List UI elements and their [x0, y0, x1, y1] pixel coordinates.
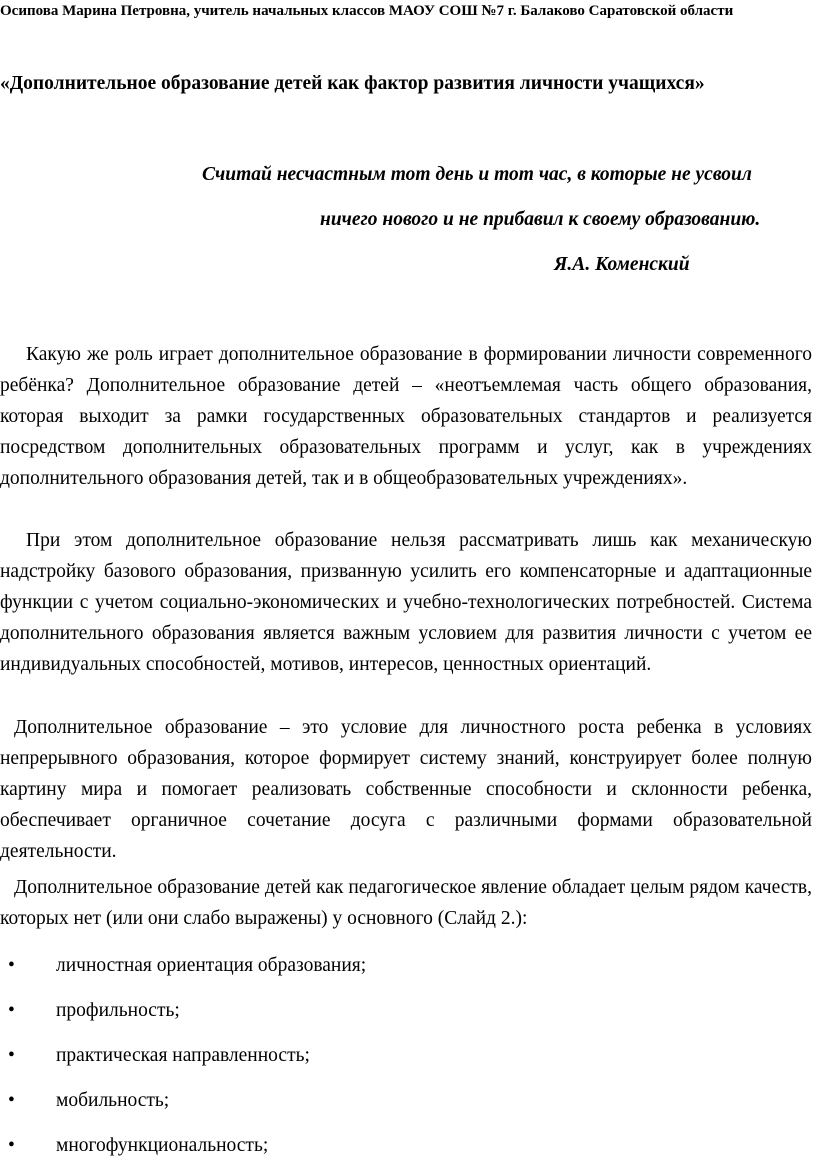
list-item	[0, 1085, 812, 1130]
epigraph-line-1: Считай несчастным тот день и тот час, в которые не усвоил	[202, 164, 752, 185]
epigraph-author: Я.А. Коменский	[554, 254, 690, 275]
paragraph-4: Дополнительное образование детей как педагогическое явление обладает целым рядом качеств, которых нет (или они слабо выражены) у основного (Слайд 2.):	[0, 877, 812, 929]
qualities-list	[0, 950, 812, 1175]
list-item-text: мобильность;	[56, 1090, 170, 1111]
bullet-marker: •	[8, 1000, 15, 1021]
bullet-marker: •	[8, 1135, 15, 1156]
paragraph-2: При этом дополнительное образование нельзя рассматривать лишь как механическую надстройку базового образования, призванную усилить его компенсаторные и адаптационные функции с учетом социально-экономических и учебно-технологических потребностей. Система дополнительного образования является важным условием для развития личности с учетом ее индивидуальных способностей, мотивов, интересов, ценностных ориентаций.	[0, 530, 812, 675]
list-item-text: профильность;	[56, 1000, 180, 1021]
list-item	[0, 995, 812, 1040]
list-item	[0, 1040, 812, 1085]
list-item	[0, 1130, 812, 1175]
bullet-marker: •	[8, 955, 15, 976]
list-item-text: многофункциональность;	[56, 1135, 269, 1156]
paragraph-1: Какую же роль играет дополнительное образование в формировании личности современного ребёнка? Дополнительное образование детей – «неотъемлемая часть общего образования, которая выходит за рамки государственных образовательных стандартов и реализуется посредством дополнительных образовательных программ и услуг, как в учреждениях дополнительного образования детей, так и в общеобразовательных учреждениях».	[0, 344, 812, 489]
list-item-text: практическая направленность;	[56, 1045, 310, 1066]
bullet-marker: •	[8, 1045, 15, 1066]
document-title: «Дополнительное образование детей как фактор развития личности учащихся»	[0, 73, 705, 94]
author-header: Осипова Марина Петровна, учитель начальных классов МАОУ СОШ №7 г. Балаково Саратовской области	[0, 3, 734, 19]
epigraph-line-2: ничего нового и не прибавил к своему образованию.	[320, 209, 761, 230]
list-item-text: личностная ориентация образования;	[56, 955, 367, 976]
list-item	[0, 950, 812, 995]
bullet-marker: •	[8, 1090, 15, 1111]
paragraph-3: Дополнительное образование – это условие для личностного роста ребенка в условиях непрерывного образования, которое формирует систему знаний, конструирует более полную картину мира и помогает реализовать собственные способности и склонности ребенка, обеспечивает органичное сочетание досуга с различными формами образовательной деятельности.	[0, 717, 812, 862]
